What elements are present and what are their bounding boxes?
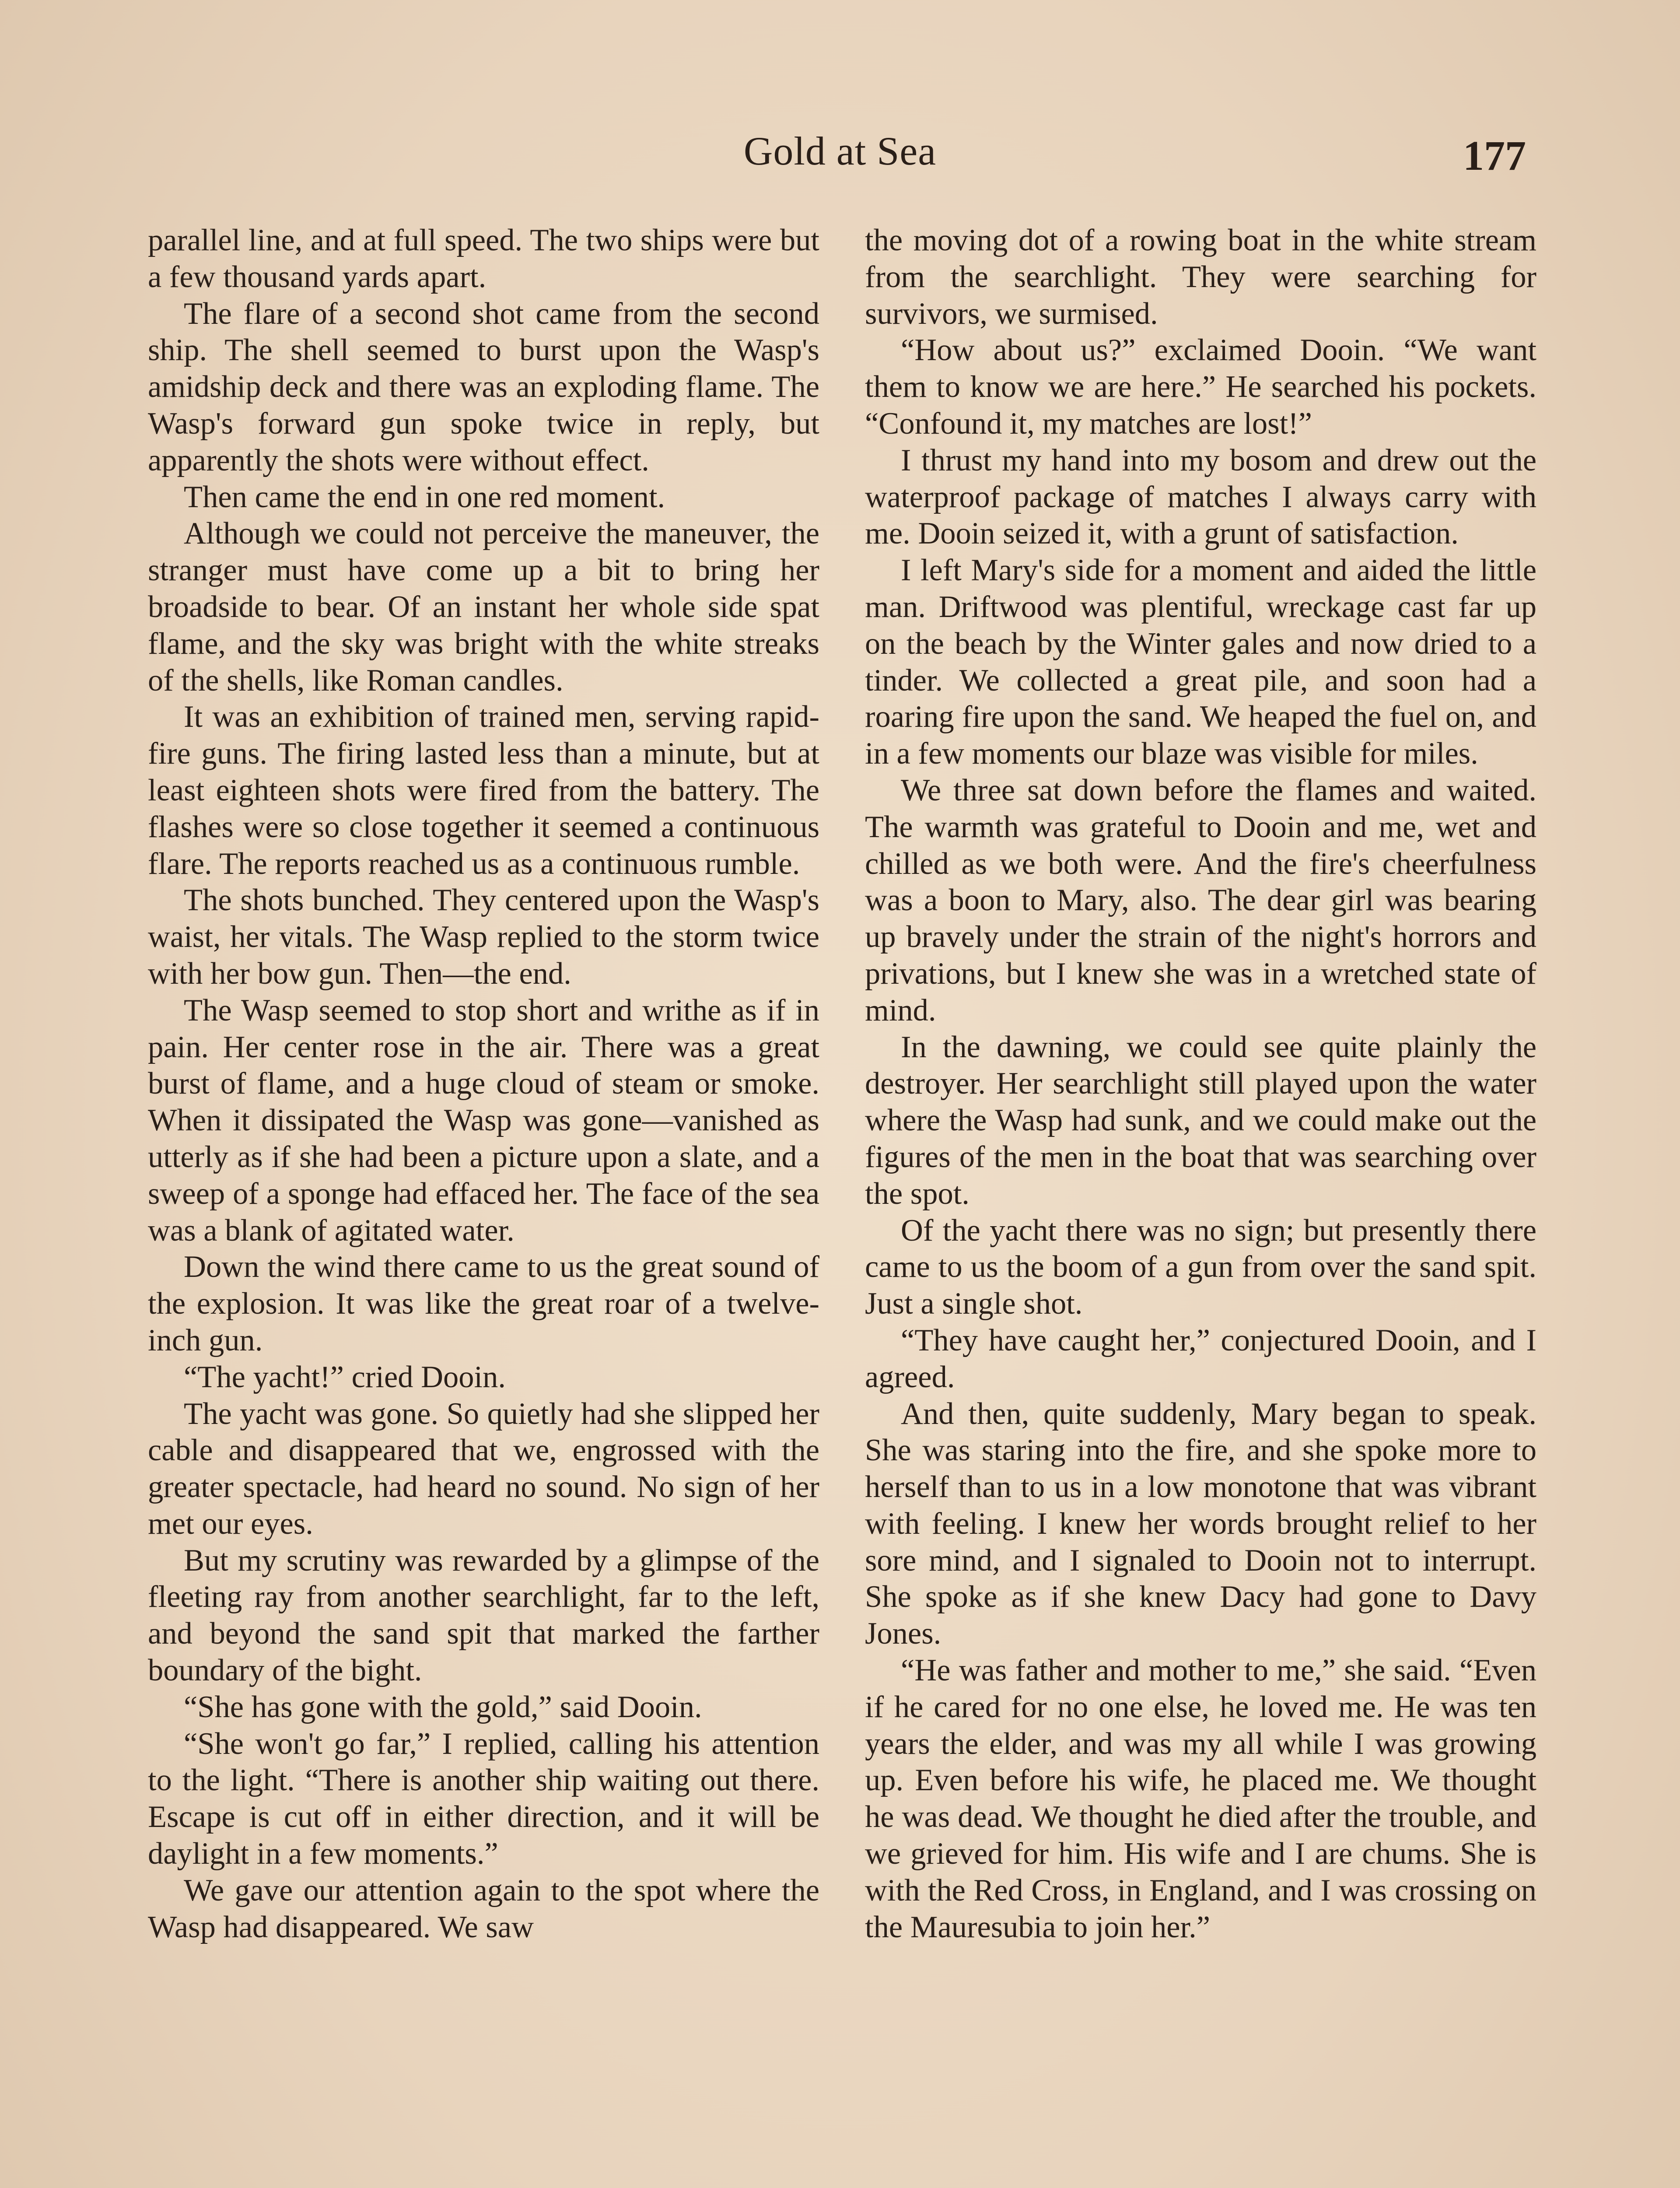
paragraph: In the dawning, we could see quite plainly the destroyer. Her searchlight still played upon the water where the Wasp had sunk, and we could make out the figures of the men in the boat that was searching over the spot. [865, 1030, 1536, 1211]
paragraph: Although we could not perceive the maneuver, the stranger must have come up a bit to bring her broadside to bear. Of an instant her whole side spat flame, and the sky was bright with the white streaks of the shells, like Roman candles. [148, 516, 819, 698]
paragraph: “How about us?” exclaimed Dooin. “We want them to know we are here.” He searched his pockets. “Confound it, my matches are lost!” [865, 333, 1536, 441]
paragraph: “He was father and mother to me,” she said. “Even if he cared for no one else, he loved me. He was ten years the elder, and was my all while I was growing up. Even before his wife, he placed me. We thought he was dead. We thought he died after the trouble, and we grieved for him. His wife and I are chums. She is with the Red Cross, in England, and I was crossing on the Mauresubia to join her.” [865, 1653, 1536, 1944]
paragraph: And then, quite suddenly, Mary began to speak. She was staring into the fire, and she spoke more to herself than to us in a low monotone that was vibrant with feeling. I knew her words brought relief to her sore mind, and I signaled to Dooin not to interrupt. She spoke as if she knew Dacy had gone to Davy Jones. [865, 1396, 1536, 1651]
paragraph: I left Mary's side for a moment and aided the little man. Driftwood was plentiful, wreckage cast far up on the beach by the Winter gales and now dried to a tinder. We collected a great pile, and soon had a roaring fire upon the sand. We heaped the fuel on, and in a few moments our blaze was visible for miles. [865, 553, 1536, 771]
paragraph: “She has gone with the gold,” said Dooin. [184, 1690, 702, 1724]
paragraph: It was an exhibition of trained men, serving rapid-fire guns. The firing lasted less than a minute, but at least eighteen shots were fired from the battery. The flashes were so close together it seemed a continuous flare. The reports reached us as a continuous rumble. [148, 700, 819, 881]
paragraph: The shots bunched. They centered upon the Wasp's waist, her vitals. The Wasp replied to the storm twice with her bow gun. Then—the end. [148, 883, 819, 991]
paragraph: The yacht was gone. So quietly had she slipped her cable and disappeared that we, engrossed with the greater spectacle, had heard no sound. No sign of her met our eyes. [148, 1396, 819, 1541]
paragraph: We gave our attention again to the spot where the Wasp had disappeared. We saw [148, 1873, 819, 1944]
paragraph: We three sat down before the flames and waited. The warmth was grateful to Dooin and me, wet and chilled as we both were. And the fire's cheerfulness was a boon to Mary, also. The dear girl was bearing up bravely under the strain of the night's horrors and privations, but I knew she was in a wretched state of mind. [865, 773, 1536, 1027]
paragraph: Then came the end in one red moment. [184, 480, 665, 514]
running-title: Gold at Sea [743, 129, 937, 173]
paragraph: The flare of a second shot came from the second ship. The shell seemed to burst upon the Wasp's amidship deck and there was an exploding flame. The Wasp's forward gun spoke twice in reply, but apparently the shots were without effect. [148, 296, 819, 477]
paragraph: “They have caught her,” conjectured Dooin, and I agreed. [865, 1323, 1536, 1394]
paragraph: the moving dot of a rowing boat in the white stream from the searchlight. They were searching for survivors, we surmised. [865, 223, 1536, 331]
paragraph: “She won't go far,” I replied, calling his attention to the light. “There is another ship waiting out there. Escape is cut off in either direction, and it will be daylight in a few moments.” [148, 1726, 819, 1871]
page-number: 177 [1463, 132, 1526, 179]
paragraph: Of the yacht there was no sign; but presently there came to us the boom of a gun from over the sand spit. Just a single shot. [865, 1213, 1536, 1321]
paragraph: parallel line, and at full speed. The two ships were but a few thousand yards apart. [148, 223, 819, 294]
left-column [148, 222, 819, 1946]
paragraph: “The yacht!” cried Dooin. [184, 1360, 506, 1394]
right-column [865, 222, 1536, 1946]
paragraph: The Wasp seemed to stop short and writhe as if in pain. Her center rose in the air. There was a great burst of flame, and a huge cloud of steam or smoke. When it dissipated the Wasp was gone—vanished as utterly as if she had been a picture upon a slate, and a sweep of a sponge had effaced her. The face of the sea was a blank of agitated water. [148, 993, 819, 1248]
paragraph: I thrust my hand into my bosom and drew out the waterproof package of matches I always carry with me. Dooin seized it, with a grunt of satisfaction. [865, 443, 1536, 551]
paragraph: Down the wind there came to us the great sound of the explosion. It was like the great roar of a twelve-inch gun. [148, 1250, 819, 1357]
paragraph: But my scrutiny was rewarded by a glimpse of the fleeting ray from another searchlight, far to the left, and beyond the sand spit that marked the farther boundary of the bight. [148, 1543, 819, 1688]
